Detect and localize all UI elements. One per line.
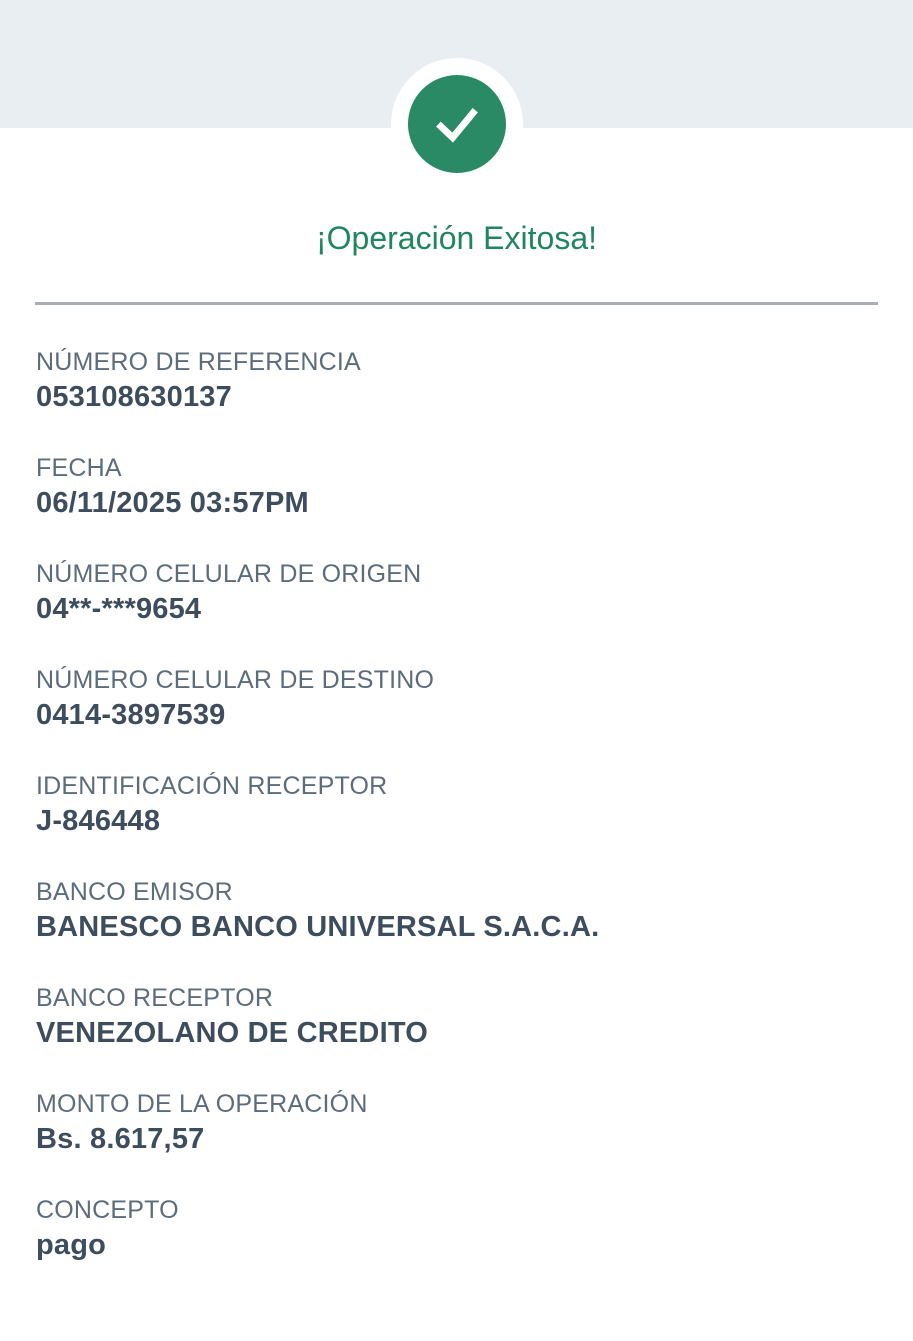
field-row-identificacion-receptor [36,771,877,839]
field-label: CONCEPTO [36,1196,179,1224]
field-value: Bs. 8.617,57 [36,1123,205,1155]
field-row-concepto [36,1195,877,1263]
field-label: MONTO DE LA OPERACIÓN [36,1090,368,1118]
field-value: BANESCO BANCO UNIVERSAL S.A.C.A. [36,911,600,943]
field-value: 053108630137 [36,381,232,413]
field-row-celular-destino [36,665,877,733]
field-label: BANCO EMISOR [36,878,233,906]
field-value: 0414-3897539 [36,699,226,731]
field-row-numero-referencia [36,347,877,415]
field-row-celular-origen [36,559,877,627]
field-label: BANCO RECEPTOR [36,984,274,1012]
check-icon [408,75,506,173]
success-title: ¡Operación Exitosa! [315,220,597,256]
field-label: NÚMERO CELULAR DE DESTINO [36,666,435,694]
field-label: NÚMERO DE REFERENCIA [36,348,361,376]
field-value: 04**-***9654 [36,593,202,625]
field-value: 06/11/2025 03:57PM [36,487,309,519]
field-value: pago [36,1229,107,1261]
field-row-fecha [36,453,877,521]
success-badge [391,58,523,190]
field-row-banco-emisor [36,877,877,945]
field-value: VENEZOLANO DE CREDITO [36,1017,428,1049]
field-value: J-846448 [36,805,161,837]
field-row-monto-operacion [36,1089,877,1157]
field-label: FECHA [36,454,122,482]
field-label: IDENTIFICACIÓN RECEPTOR [36,772,388,800]
field-row-banco-receptor [36,983,877,1051]
fields-list [0,305,913,1341]
field-label: NÚMERO CELULAR DE ORIGEN [36,560,422,588]
